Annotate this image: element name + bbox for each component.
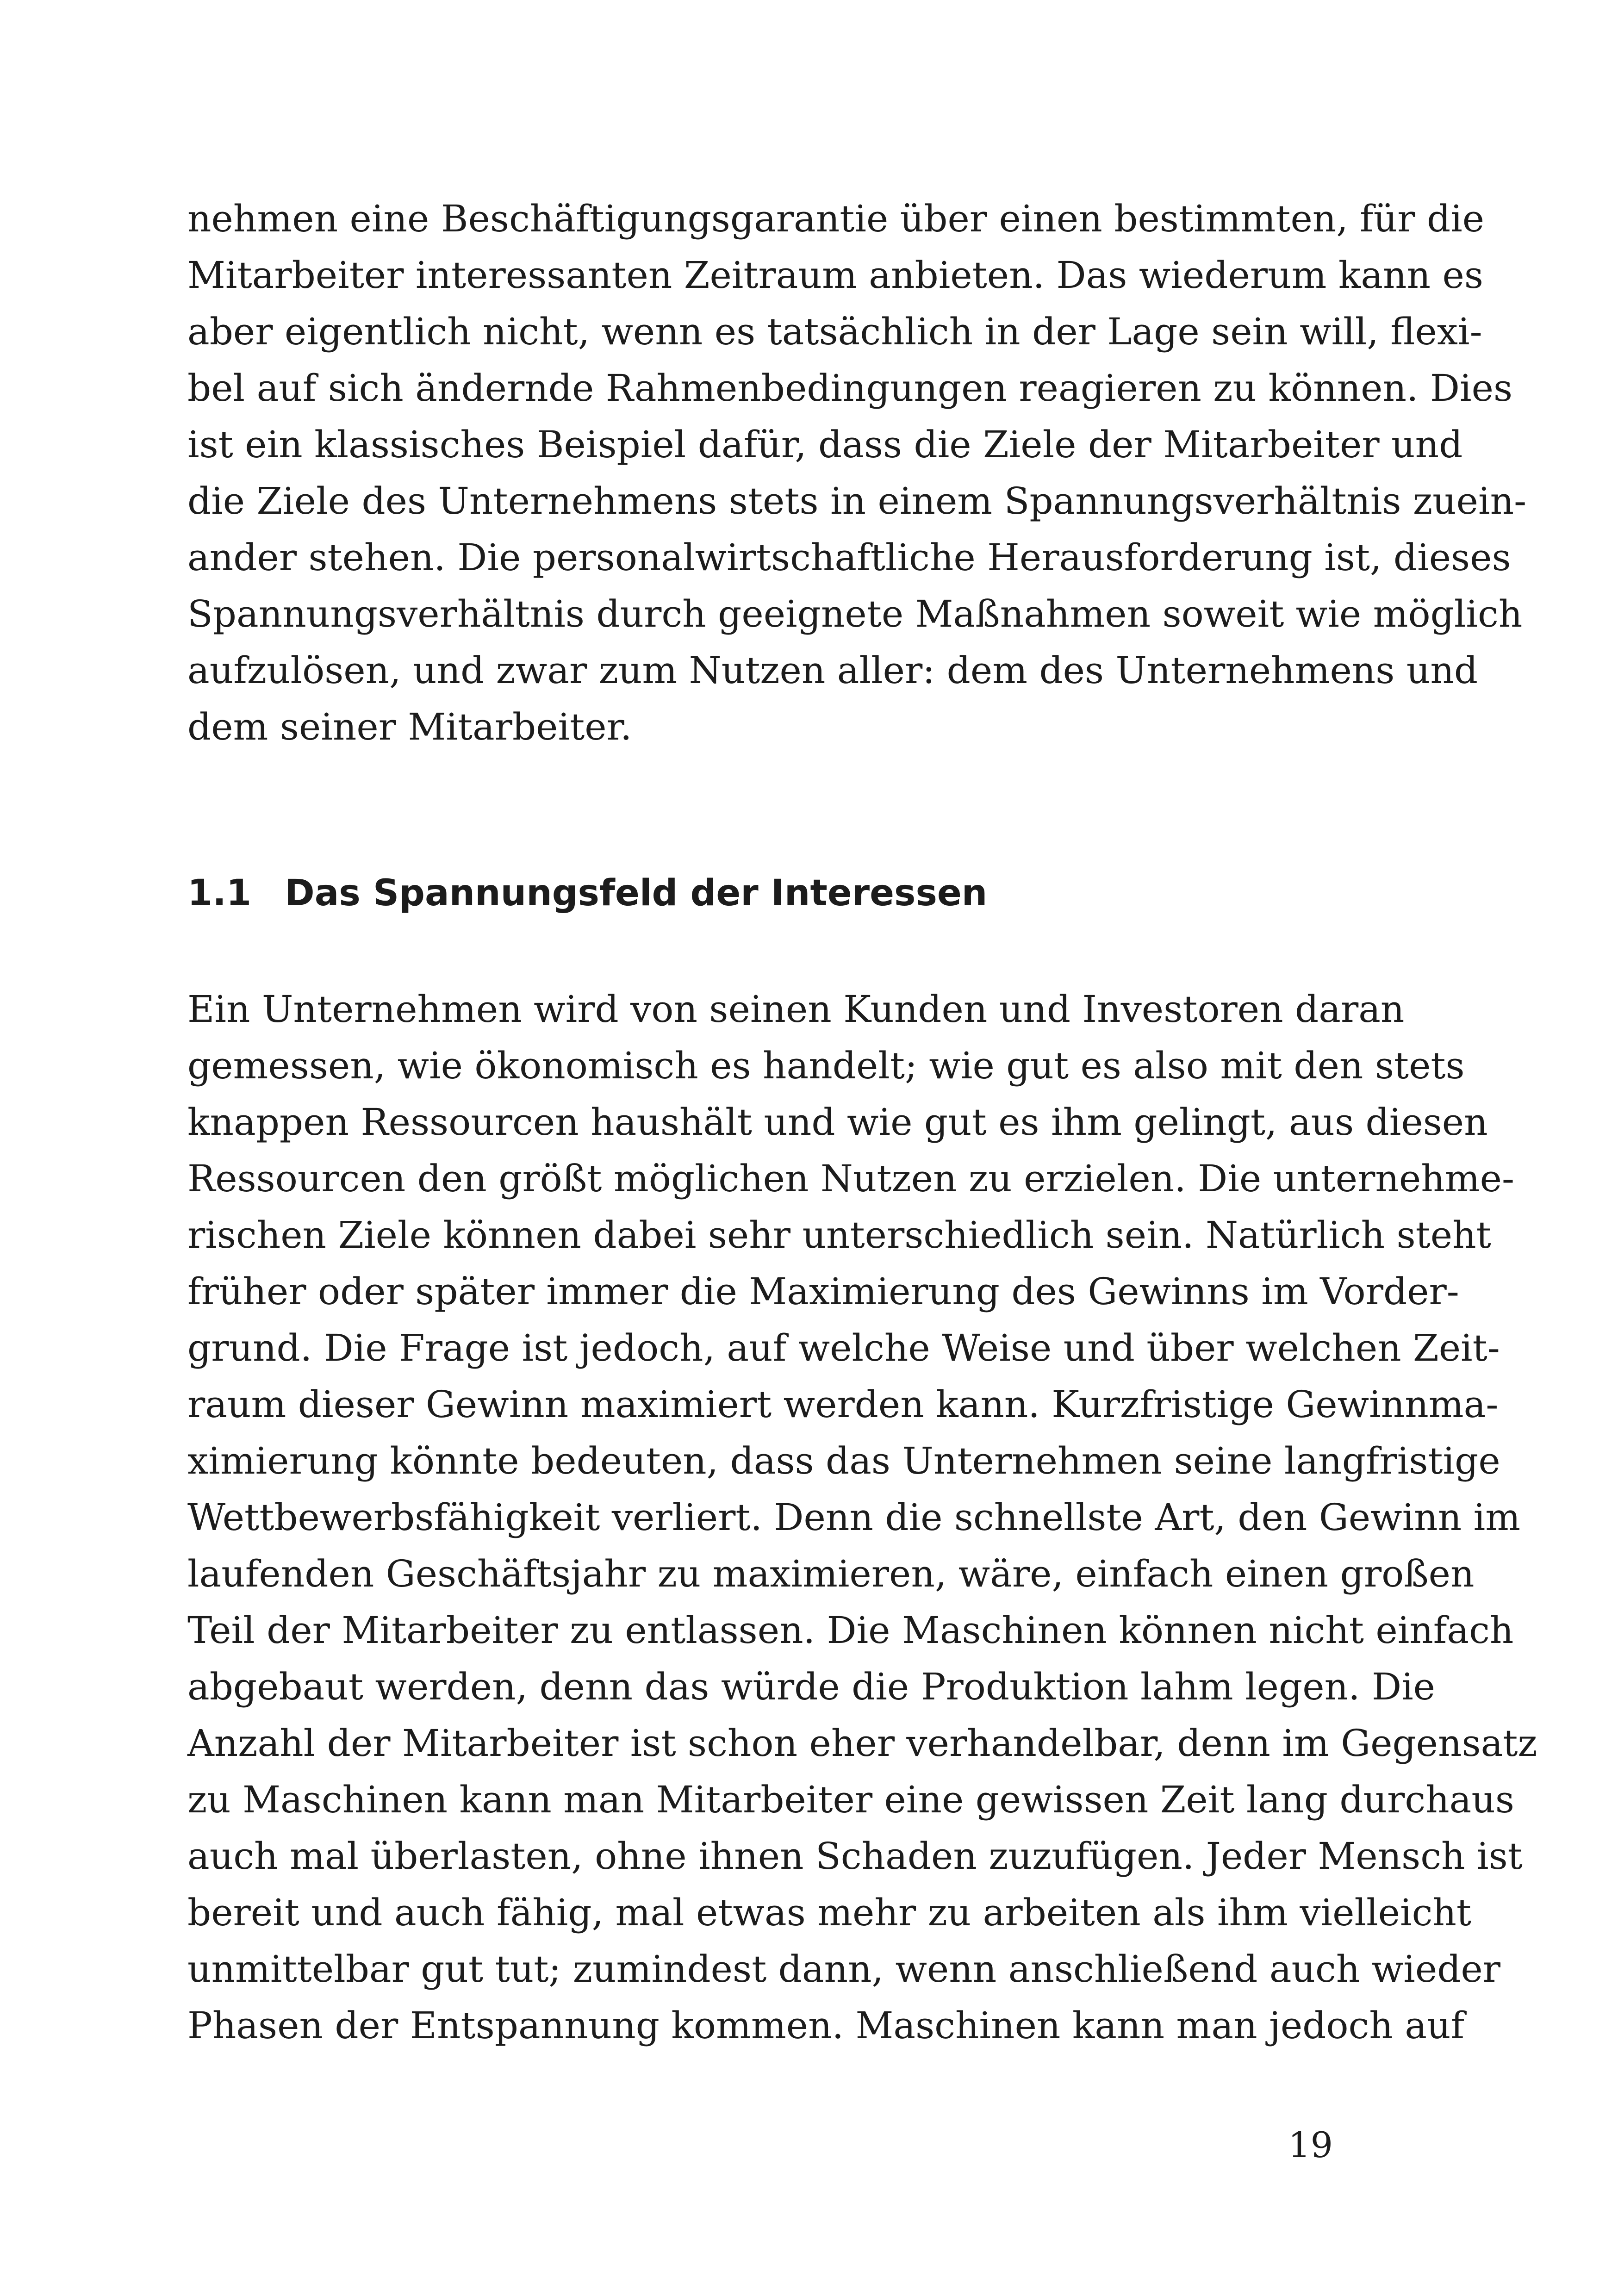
text-line: ist ein klassisches Beispiel dafür, dass die Ziele der Mitarbeiter und [187, 423, 1463, 466]
text-line: Teil der Mitarbeiter zu entlassen. Die Maschinen können nicht einfach [187, 1609, 1514, 1652]
text-line: nehmen eine Beschäftigungsgarantie über einen bestimmten, für die [187, 197, 1485, 240]
text-line: rischen Ziele können dabei sehr unterschiedlich sein. Natürlich steht [187, 1213, 1491, 1257]
text-line: bel auf sich ändernde Rahmenbedingungen reagieren zu können. Dies [187, 367, 1513, 410]
text-line: auch mal überlasten, ohne ihnen Schaden zuzufügen. Jeder Mensch ist [187, 1835, 1523, 1878]
text-line: abgebaut werden, denn das würde die Produktion lahm legen. Die [187, 1665, 1436, 1708]
text-line: Ein Unternehmen wird von seinen Kunden und Investoren daran [187, 988, 1405, 1031]
text-line: Mitarbeiter interessanten Zeitraum anbieten. Das wiederum kann es [187, 254, 1483, 297]
text-line: ximierung könnte bedeuten, dass das Unternehmen seine langfristige [187, 1439, 1500, 1482]
text-line: Ressourcen den größt möglichen Nutzen zu erzielen. Die unternehme- [187, 1157, 1514, 1200]
page-number: 19 [1288, 2124, 1333, 2165]
text-line: laufenden Geschäftsjahr zu maximieren, wäre, einfach einen großen [187, 1552, 1475, 1595]
text-line: ander stehen. Die personalwirtschaftliche Herausforderung ist, dieses [187, 536, 1511, 579]
text-line: Wettbewerbsfähigkeit verliert. Denn die schnellste Art, den Gewinn im [187, 1496, 1521, 1539]
paragraph-section-body [187, 981, 1537, 2054]
paragraph-intro [187, 191, 1527, 755]
text-line: gemessen, wie ökonomisch es handelt; wie gut es also mit den stets [187, 1044, 1465, 1087]
text-line: unmittelbar gut tut; zumindest dann, wenn anschließend auch wieder [187, 1948, 1500, 1991]
section-title: Das Spannungsfeld der Interessen [285, 872, 988, 914]
text-line: aber eigentlich nicht, wenn es tatsächlich in der Lage sein will, flexi- [187, 310, 1482, 353]
text-line: knappen Ressourcen haushält und wie gut es ihm gelingt, aus diesen [187, 1101, 1488, 1144]
text-line: dem seiner Mitarbeiter. [187, 705, 632, 748]
text-line: grund. Die Frage ist jedoch, auf welche Weise und über welchen Zeit- [187, 1326, 1500, 1369]
text-line: früher oder später immer die Maximierung des Gewinns im Vorder- [187, 1270, 1459, 1313]
text-line: bereit und auch fähig, mal etwas mehr zu arbeiten als ihm vielleicht [187, 1891, 1472, 1934]
text-line: Phasen der Entspannung kommen. Maschinen kann man jedoch auf [187, 2004, 1465, 2047]
text-line: Anzahl der Mitarbeiter ist schon eher verhandelbar, denn im Gegensatz [187, 1722, 1537, 1765]
text-line: Spannungsverhältnis durch geeignete Maßnahmen soweit wie möglich [187, 592, 1523, 635]
text-line: raum dieser Gewinn maximiert werden kann. Kurzfristige Gewinnma- [187, 1383, 1499, 1426]
text-line: die Ziele des Unternehmens stets in einem Spannungsverhältnis zuein- [187, 479, 1527, 523]
section-number: 1.1 [187, 872, 252, 914]
text-line: zu Maschinen kann man Mitarbeiter eine gewissen Zeit lang durchaus [187, 1778, 1514, 1821]
section-heading [187, 865, 1400, 921]
text-line: aufzulösen, und zwar zum Nutzen aller: dem des Unternehmens und [187, 649, 1478, 692]
